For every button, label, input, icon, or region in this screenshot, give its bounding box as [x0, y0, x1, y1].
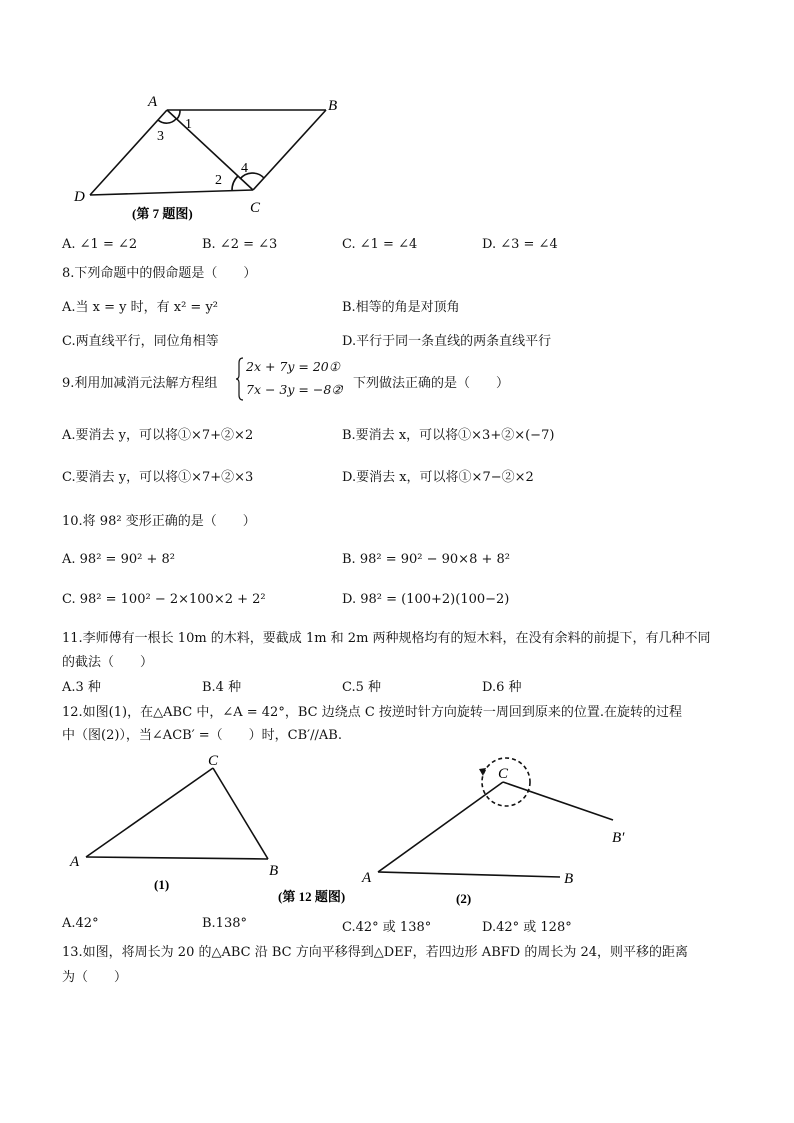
q9-option-a: A.要消去 y，可以将①×7+②×2 — [62, 428, 254, 443]
q10-option-d: D. 98² = (100+2)(100−2) — [342, 592, 510, 607]
q8-option-a: A.当 x = y 时，有 x² = y² — [62, 300, 219, 315]
angle-arc-2 — [232, 176, 238, 191]
point-d-label: D — [74, 189, 85, 205]
fig2-point-a-label: A — [362, 870, 372, 886]
fig2-label: (2) — [456, 891, 472, 906]
q11-option-a: A.3 种 — [62, 680, 101, 695]
fig2-segment-ac — [378, 782, 503, 872]
figure-q12 — [60, 745, 740, 910]
point-c-label: C — [250, 200, 261, 216]
angle-arc-1 — [177, 110, 180, 119]
q11-option-d: D.6 种 — [482, 680, 522, 695]
q12-option-b: B.138° — [202, 916, 247, 931]
fig1-segment-ac — [86, 768, 213, 857]
q9-option-d: D.要消去 x，可以将①×7−②×2 — [342, 470, 534, 485]
fig2-segment-ab — [378, 872, 560, 877]
q13-stem-line-2: 为（ ） — [62, 970, 128, 985]
q9-equation-1: 2x + 7y = 20① — [246, 359, 340, 374]
q8-option-b: B.相等的角是对顶角 — [342, 300, 460, 315]
q11-option-b: B.4 种 — [202, 680, 242, 695]
fig1-point-c-label: C — [208, 753, 219, 769]
fig1-point-a-label: A — [70, 854, 80, 870]
q12-stem-line-2: 中（图(2)），当∠ACB′ =（ ）时，CB′//AB. — [62, 728, 342, 743]
figure-caption: (第 12 题图) — [278, 889, 346, 904]
q8-option-d: D.平行于同一条直线的两条直线平行 — [342, 334, 552, 349]
segment-ad — [90, 110, 167, 195]
angle-4-label: 4 — [241, 161, 248, 176]
q7-option-c: C. ∠1 = ∠4 — [342, 237, 418, 252]
q9-stem-prefix: 9.利用加减消元法解方程组 — [62, 376, 218, 391]
q11-stem-line-1: 11.李师傅有一根长 10m 的木料，要截成 1m 和 2m 两种规格均有的短木料，在没有余料的前提下，有几种不同 — [62, 631, 711, 646]
q10-option-b: B. 98² = 90² − 90×8 + 8² — [342, 552, 510, 567]
q11-option-c: C.5 种 — [342, 680, 382, 695]
angle-1-label: 1 — [185, 117, 192, 132]
q8-option-c: C.两直线平行，同位角相等 — [62, 334, 219, 349]
fig1-segment-cb — [213, 768, 268, 859]
fig2-point-c-label: C — [498, 766, 509, 782]
point-a-label: A — [148, 94, 158, 110]
q10-option-a: A. 98² = 90² + 8² — [62, 552, 175, 567]
q12-option-a: A.42° — [62, 916, 99, 931]
q9-stem-suffix: ，下列做法正确的是（ ） — [340, 376, 510, 391]
q12-stem-line-1: 12.如图(1)，在△ABC 中，∠A = 42°，BC 边绕点 C 按逆时针方向旋转一周回到原来的位置.在旋转的过程 — [62, 705, 683, 720]
q13-stem-line-1: 13.如图，将周长为 20 的△ABC 沿 BC 方向平移得到△DEF，若四边形 ABFD 的周长为 24，则平移的距离 — [62, 945, 688, 960]
q8-stem: 8.下列命题中的假命题是（ ） — [62, 266, 257, 281]
angle-2-label: 2 — [215, 173, 222, 188]
fig2-point-b-label: B — [564, 871, 574, 887]
fig1-segment-ab — [86, 857, 268, 859]
angle-3-label: 3 — [157, 129, 164, 144]
fig1-point-b-label: B — [269, 863, 279, 879]
angle-arc-3 — [158, 119, 176, 123]
fig2-point-b-prime-label: B′ — [612, 830, 625, 846]
q11-stem-line-2: 的截法（ ） — [62, 655, 154, 670]
q10-option-c: C. 98² = 100² − 2×100×2 + 2² — [62, 592, 266, 607]
fig1-label: (1) — [154, 877, 170, 892]
figure-q7 — [60, 88, 360, 228]
segment-dc — [90, 190, 253, 195]
q7-option-d: D. ∠3 = ∠4 — [482, 237, 558, 252]
q9-equation-system — [236, 357, 346, 403]
q10-stem: 10.将 98² 变形正确的是（ ） — [62, 514, 256, 529]
q7-option-a: A. ∠1 = ∠2 — [62, 237, 138, 252]
q9-equation-2: 7x − 3y = −8② — [246, 382, 343, 397]
q9-option-c: C.要消去 y，可以将①×7+②×3 — [62, 470, 254, 485]
point-b-label: B — [328, 98, 338, 114]
q12-option-c: C.42° 或 138° — [342, 920, 432, 935]
figure-caption: (第 7 题图) — [132, 206, 193, 221]
q9-option-b: B.要消去 x，可以将①×3+②×(−7) — [342, 428, 555, 443]
q7-option-b: B. ∠2 = ∠3 — [202, 237, 278, 252]
left-brace — [236, 357, 244, 401]
q12-option-d: D.42° 或 128° — [482, 920, 572, 935]
